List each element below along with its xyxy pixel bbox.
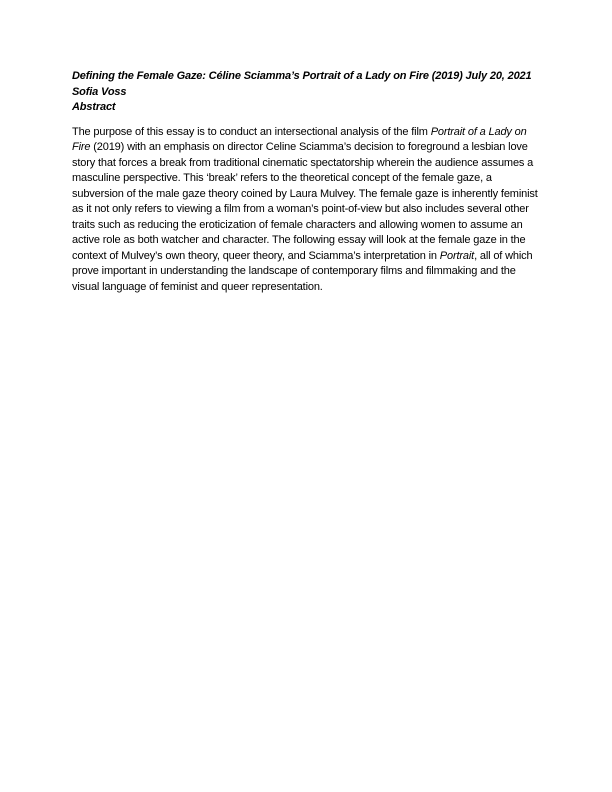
abstract-heading: Abstract [72, 101, 116, 113]
film-title-italic: Portrait [439, 249, 475, 262]
abstract-text-run: The purpose of this essay is to conduct an intersectional analysis of the film [72, 125, 431, 138]
document-title: Defining the Female Gaze: Céline Sciamma’s Portrait of a Lady on Fire (2019) July 20, 2021 [72, 70, 532, 82]
abstract-text-run: , all of which prove important in understanding the landscape of contemporary films and filmmaking and the visual language of feminist and queer representation. [72, 249, 533, 293]
author-name: Sofia Voss [72, 85, 127, 98]
document-content [72, 69, 540, 295]
abstract-text-run: (2019) with an emphasis on director Celine Sciamma’s decision to foreground a lesbian love story that forces a break from traditional cinematic spectatorship wherein the audience assumes a masculine perspective. This ‘break’ refers to the theoretical concept of the female gaze, a subversion of the male gaze theory coined by Laura Mulvey. The female gaze is inherently feminist as it not only refers to viewing a film from a woman’s point-of-view but also includes several other traits such as reducing the eroticization of female characters and allowing women to assume an active role as both watcher and character. The following essay will look at the female gaze in the context of Mulvey’s own theory, queer theory, and Sciamma’s interpretation in [72, 141, 538, 262]
film-title-italic: Portrait of a Lady on Fire [72, 125, 527, 153]
document-header [72, 69, 540, 116]
abstract-paragraph [72, 125, 540, 296]
